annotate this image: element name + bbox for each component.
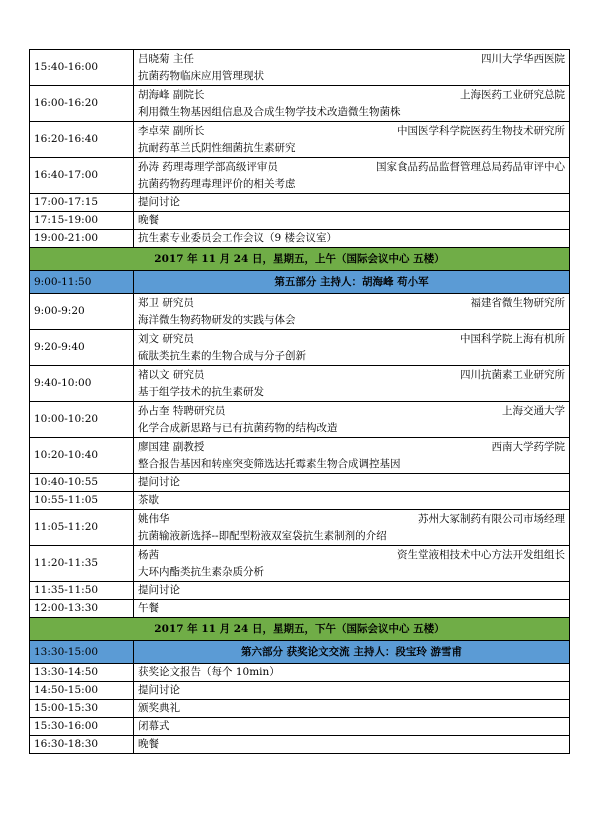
talk-cell: [134, 510, 570, 546]
talk-topic: 大环内酯类抗生素杂质分析: [138, 565, 264, 578]
talk-cell: [134, 402, 570, 438]
time-cell: 17:00-17:15: [30, 194, 134, 212]
time-cell: 15:30-16:00: [30, 718, 134, 736]
schedule-row: [30, 718, 570, 736]
schedule-row: [30, 736, 570, 754]
schedule-row: [30, 682, 570, 700]
speaker-institution: 四川抗菌素工业研究所: [460, 368, 565, 381]
speaker-name: 郑卫 研究员: [138, 296, 194, 309]
activity-cell: 抗生素专业委员会工作会议（9 楼会议室）: [134, 230, 570, 248]
speaker-institution: 上海医药工业研究总院: [460, 88, 565, 101]
time-cell: 11:35-11:50: [30, 582, 134, 600]
speaker-line: [138, 87, 565, 104]
speaker-name: 褚以文 研究员: [138, 368, 205, 381]
schedule-row: [30, 546, 570, 582]
schedule-row: [30, 294, 570, 330]
talk-topic: 抗菌药物药理毒理评价的相关考虑: [138, 177, 296, 190]
speaker-line: [138, 331, 565, 348]
schedule-row: [30, 122, 570, 158]
speaker-name: 杨茜: [138, 548, 159, 561]
time-cell: 10:40-10:55: [30, 474, 134, 492]
speaker-name: 吕晓菊 主任: [138, 52, 194, 65]
activity-cell: 提问讨论: [134, 474, 570, 492]
speaker-institution: 苏州大冢制药有限公司市场经理: [418, 512, 565, 525]
talk-cell: [134, 50, 570, 86]
time-cell: 10:20-10:40: [30, 438, 134, 474]
talk-topic: 化学合成新思路与已有抗菌药物的结构改造: [138, 421, 338, 434]
speaker-line: [138, 547, 565, 564]
schedule-row: [30, 474, 570, 492]
section-title: 第六部分 获奖论文交流 主持人：段宝玲 游雪甫: [134, 641, 570, 664]
schedule-row: [30, 664, 570, 682]
time-cell: 16:30-18:30: [30, 736, 134, 754]
talk-topic: 海洋微生物药物研发的实践与体会: [138, 313, 296, 326]
talk-cell: [134, 158, 570, 194]
schedule-row: [30, 86, 570, 122]
speaker-institution: 国家食品药品监督管理总局药品审评中心: [376, 160, 565, 173]
time-cell: 16:40-17:00: [30, 158, 134, 194]
speaker-institution: 福建省微生物研究所: [470, 296, 565, 309]
speaker-line: [138, 123, 565, 140]
talk-cell: [134, 546, 570, 582]
section-time: 9:00-11:50: [30, 271, 134, 294]
speaker-name: 姚伟华: [138, 512, 170, 525]
section-title: 第五部分 主持人：胡海峰 苟小军: [134, 271, 570, 294]
day-header-row: [30, 618, 570, 641]
talk-topic: 整合报告基因和转座突变筛选达托霉素生物合成调控基因: [138, 457, 401, 470]
speaker-name: 孙占奎 特聘研究员: [138, 404, 226, 417]
talk-topic: 基于组学技术的抗生素研发: [138, 385, 264, 398]
section-header-row: [30, 641, 570, 664]
talk-topic: 抗菌输液新选择--即配型粉液双室袋抗生素制剂的介绍: [138, 529, 387, 542]
talk-cell: [134, 122, 570, 158]
section-header-row: [30, 271, 570, 294]
activity-cell: 闭幕式: [134, 718, 570, 736]
schedule-row: [30, 330, 570, 366]
time-cell: 9:40-10:00: [30, 366, 134, 402]
schedule-row: [30, 402, 570, 438]
activity-cell: 茶歇: [134, 492, 570, 510]
speaker-line: [138, 511, 565, 528]
activity-cell: 提问讨论: [134, 194, 570, 212]
speaker-line: [138, 51, 565, 68]
schedule-row: [30, 194, 570, 212]
speaker-line: [138, 439, 565, 456]
speaker-name: 孙涛 药理毒理学部高级评审员: [138, 160, 278, 173]
speaker-name: 廖国建 副教授: [138, 440, 205, 453]
section-time: 13:30-15:00: [30, 641, 134, 664]
schedule-row: [30, 366, 570, 402]
day-header: 2017 年 11 月 24 日，星期五，下午（国际会议中心 五楼）: [30, 618, 570, 641]
talk-cell: [134, 438, 570, 474]
schedule-body: [30, 50, 570, 754]
speaker-line: [138, 403, 565, 420]
schedule-row: [30, 700, 570, 718]
activity-cell: 颁奖典礼: [134, 700, 570, 718]
schedule-row: [30, 230, 570, 248]
time-cell: 11:20-11:35: [30, 546, 134, 582]
schedule-row: [30, 438, 570, 474]
speaker-name: 刘文 研究员: [138, 332, 194, 345]
schedule-row: [30, 158, 570, 194]
speaker-name: 李卓荣 副所长: [138, 124, 205, 137]
time-cell: 12:00-13:30: [30, 600, 134, 618]
talk-topic: 利用微生物基因组信息及合成生物学技术改造微生物菌株: [138, 105, 401, 118]
activity-cell: 提问讨论: [134, 682, 570, 700]
schedule-row: [30, 50, 570, 86]
time-cell: 19:00-21:00: [30, 230, 134, 248]
activity-cell: 获奖论文报告（每个 10min）: [134, 664, 570, 682]
time-cell: 9:00-9:20: [30, 294, 134, 330]
day-header: 2017 年 11 月 24 日，星期五，上午（国际会议中心 五楼）: [30, 248, 570, 271]
time-cell: 10:55-11:05: [30, 492, 134, 510]
time-cell: 15:00-15:30: [30, 700, 134, 718]
activity-cell: 晚餐: [134, 212, 570, 230]
speaker-line: [138, 295, 565, 312]
speaker-institution: 中国科学院上海有机所: [460, 332, 565, 345]
speaker-institution: 西南大学药学院: [491, 440, 565, 453]
day-header-row: [30, 248, 570, 271]
schedule-row: [30, 582, 570, 600]
talk-cell: [134, 294, 570, 330]
activity-cell: 提问讨论: [134, 582, 570, 600]
schedule-row: [30, 600, 570, 618]
time-cell: 15:40-16:00: [30, 50, 134, 86]
talk-cell: [134, 86, 570, 122]
time-cell: 16:00-16:20: [30, 86, 134, 122]
talk-cell: [134, 330, 570, 366]
talk-cell: [134, 366, 570, 402]
speaker-line: [138, 367, 565, 384]
time-cell: 10:00-10:20: [30, 402, 134, 438]
speaker-institution: 上海交通大学: [502, 404, 565, 417]
speaker-institution: 四川大学华西医院: [481, 52, 565, 65]
talk-topic: 抗耐药革兰氏阴性细菌抗生素研究: [138, 141, 296, 154]
activity-cell: 午餐: [134, 600, 570, 618]
time-cell: 11:05-11:20: [30, 510, 134, 546]
talk-topic: 硫肽类抗生素的生物合成与分子创新: [138, 349, 306, 362]
speaker-institution: 资生堂液相技术中心方法开发组组长: [397, 548, 565, 561]
time-cell: 9:20-9:40: [30, 330, 134, 366]
time-cell: 14:50-15:00: [30, 682, 134, 700]
schedule-row: [30, 492, 570, 510]
schedule-row: [30, 510, 570, 546]
speaker-line: [138, 159, 565, 176]
speaker-institution: 中国医学科学院医药生物技术研究所: [397, 124, 565, 137]
time-cell: 16:20-16:40: [30, 122, 134, 158]
time-cell: 17:15-19:00: [30, 212, 134, 230]
activity-cell: 晚餐: [134, 736, 570, 754]
speaker-name: 胡海峰 副院长: [138, 88, 205, 101]
talk-topic: 抗菌药物临床应用管理现状: [138, 69, 264, 82]
schedule-row: [30, 212, 570, 230]
time-cell: 13:30-14:50: [30, 664, 134, 682]
schedule-table: [29, 49, 570, 754]
